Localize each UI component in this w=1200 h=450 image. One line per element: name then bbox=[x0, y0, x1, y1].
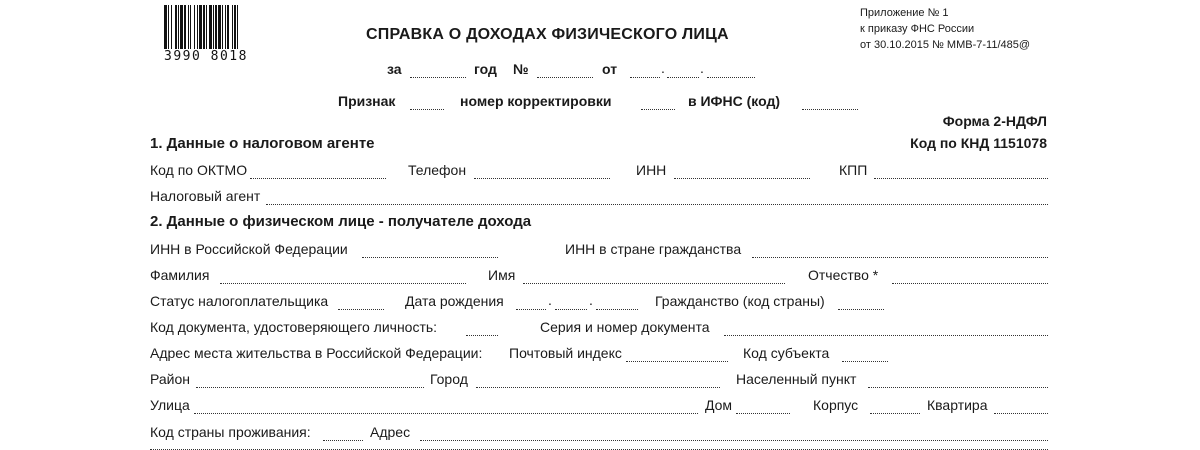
appendix-line-1: Приложение № 1 bbox=[860, 7, 949, 19]
address-rf-label: Адрес места жительства в Российской Федерации: bbox=[150, 345, 483, 361]
date-separator: . bbox=[700, 60, 704, 76]
birth-date-label: Дата рождения bbox=[405, 293, 504, 309]
birth-month-field[interactable] bbox=[555, 309, 587, 310]
barcode-bar bbox=[222, 5, 223, 49]
building-field[interactable] bbox=[870, 413, 920, 414]
phone-field[interactable] bbox=[474, 178, 610, 179]
barcode-bar bbox=[180, 5, 183, 49]
date-month-field[interactable] bbox=[667, 77, 699, 78]
barcode-bar bbox=[227, 5, 229, 49]
apartment-field[interactable] bbox=[994, 413, 1048, 414]
sign-label: Признак bbox=[338, 93, 396, 109]
appendix-line-3: от 30.10.2015 № ММВ-7-11/485@ bbox=[860, 39, 1031, 51]
correction-label: номер корректировки bbox=[460, 93, 612, 109]
page-title: СПРАВКА О ДОХОДАХ ФИЗИЧЕСКОГО ЛИЦА bbox=[366, 26, 729, 43]
inn-rf-field[interactable] bbox=[362, 257, 498, 258]
ifns-field[interactable] bbox=[802, 109, 858, 110]
section-2-title: 2. Данные о физическом лице - получателе дохода bbox=[150, 213, 532, 230]
barcode-bar bbox=[175, 5, 177, 49]
citizenship-field[interactable] bbox=[838, 309, 884, 310]
doc-series-field[interactable] bbox=[724, 335, 1048, 336]
barcode-bar bbox=[234, 5, 236, 49]
region-code-field[interactable] bbox=[842, 361, 888, 362]
surname-label: Фамилия bbox=[150, 267, 210, 283]
patronymic-field[interactable] bbox=[892, 283, 1048, 284]
barcode-bar bbox=[237, 5, 238, 49]
apartment-label: Квартира bbox=[927, 397, 988, 413]
name-field[interactable] bbox=[523, 283, 785, 284]
sign-field[interactable] bbox=[410, 109, 444, 110]
form-name: Форма 2-НДФЛ bbox=[942, 113, 1047, 129]
barcode-bar bbox=[197, 5, 198, 49]
date-day-field[interactable] bbox=[630, 77, 660, 78]
date-separator: . bbox=[589, 292, 593, 308]
patronymic-label: Отчество * bbox=[808, 267, 879, 283]
barcode-bar bbox=[218, 5, 221, 49]
knd-code: Код по КНД 1151078 bbox=[910, 135, 1047, 151]
residence-country-label: Код страны проживания: bbox=[150, 424, 311, 440]
period-field[interactable] bbox=[410, 77, 466, 78]
address-field[interactable] bbox=[420, 440, 1048, 441]
house-label: Дом bbox=[705, 397, 733, 413]
inn-field[interactable] bbox=[674, 178, 810, 179]
barcode-image bbox=[164, 5, 284, 53]
surname-field[interactable] bbox=[220, 283, 466, 284]
barcode-bar bbox=[171, 5, 172, 49]
date-separator: . bbox=[548, 292, 552, 308]
barcode-bar bbox=[188, 5, 189, 49]
oktmo-label: Код по ОКТМО bbox=[150, 162, 248, 178]
kpp-field[interactable] bbox=[874, 178, 1048, 179]
barcode-bar bbox=[215, 5, 217, 49]
locality-label: Населенный пункт bbox=[736, 371, 857, 387]
district-label: Район bbox=[150, 371, 190, 387]
birth-year-field[interactable] bbox=[596, 309, 638, 310]
postal-index-label: Почтовый индекс bbox=[509, 345, 622, 361]
inn-rf-label: ИНН в Российской Федерации bbox=[150, 241, 348, 257]
inn-foreign-label: ИНН в стране гражданства bbox=[565, 241, 742, 257]
id-doc-code-label: Код документа, удостоверяющего личность: bbox=[150, 319, 438, 335]
agent-label: Налоговый агент bbox=[150, 188, 261, 204]
city-field[interactable] bbox=[476, 387, 720, 388]
correction-field[interactable] bbox=[641, 109, 675, 110]
barcode-bar bbox=[206, 5, 207, 49]
kpp-label: КПП bbox=[839, 162, 868, 178]
barcode-bar bbox=[178, 5, 179, 49]
phone-label: Телефон bbox=[408, 162, 467, 178]
district-field[interactable] bbox=[196, 387, 424, 388]
doc-series-label: Серия и номер документа bbox=[540, 319, 710, 335]
street-label: Улица bbox=[150, 397, 190, 413]
barcode-bar bbox=[164, 5, 167, 49]
section-1-title: 1. Данные о налоговом агенте bbox=[150, 135, 375, 152]
inn-label: ИНН bbox=[636, 162, 667, 178]
name-label: Имя bbox=[488, 267, 516, 283]
barcode-number: 3990 8018 bbox=[164, 49, 248, 64]
date-label: от bbox=[602, 61, 618, 77]
barcode-bar bbox=[184, 5, 186, 49]
id-doc-code-field[interactable] bbox=[466, 335, 498, 336]
number-field[interactable] bbox=[537, 77, 593, 78]
region-code-label: Код субъекта bbox=[743, 345, 830, 361]
inn-foreign-field[interactable] bbox=[752, 257, 1048, 258]
postal-index-field[interactable] bbox=[626, 361, 728, 362]
taxpayer-status-label: Статус налогоплательщика bbox=[150, 293, 329, 309]
period-label: за bbox=[387, 61, 402, 77]
year-label: год bbox=[474, 61, 497, 77]
locality-field[interactable] bbox=[868, 387, 1048, 388]
barcode-bar bbox=[168, 5, 169, 49]
date-separator: . bbox=[661, 60, 665, 76]
date-year-field[interactable] bbox=[707, 77, 755, 78]
barcode-bar bbox=[194, 5, 195, 49]
ifns-label: в ИФНС (код) bbox=[688, 93, 781, 109]
street-field[interactable] bbox=[194, 413, 698, 414]
building-label: Корпус bbox=[813, 397, 859, 413]
barcode-bar bbox=[225, 5, 226, 49]
barcode-bar bbox=[213, 5, 214, 49]
house-field[interactable] bbox=[736, 413, 790, 414]
citizenship-label: Гражданство (код страны) bbox=[655, 293, 825, 309]
residence-country-field[interactable] bbox=[323, 440, 363, 441]
barcode-bar bbox=[190, 5, 191, 49]
address-label: Адрес bbox=[370, 424, 411, 440]
appendix-line-2: к приказу ФНС России bbox=[860, 23, 975, 35]
taxpayer-status-field[interactable] bbox=[338, 309, 384, 310]
birth-day-field[interactable] bbox=[516, 309, 546, 310]
city-label: Город bbox=[430, 371, 468, 387]
number-label: № bbox=[513, 61, 529, 77]
barcode-bar bbox=[232, 5, 233, 49]
oktmo-field[interactable] bbox=[250, 178, 386, 179]
barcode-bar bbox=[203, 5, 205, 49]
barcode-bar bbox=[199, 5, 202, 49]
barcode-bar bbox=[209, 5, 212, 49]
agent-field[interactable] bbox=[266, 204, 1048, 205]
